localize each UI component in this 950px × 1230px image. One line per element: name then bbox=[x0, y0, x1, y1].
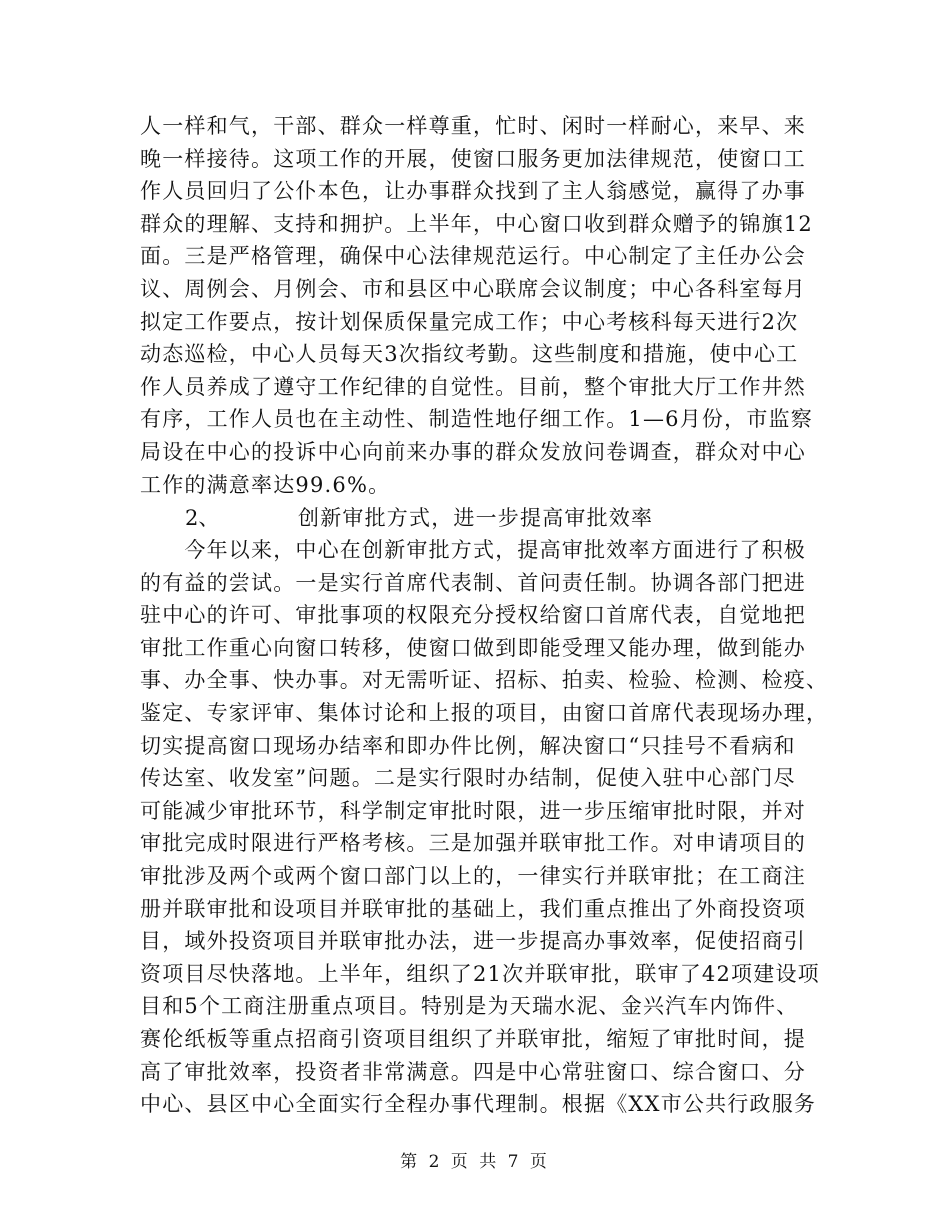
text-line: 切实提高窗口现场办结率和即办件比例，解决窗口“只挂号不看病和 bbox=[140, 733, 796, 758]
text-line: 高了审批效率，投资者非常满意。四是中心常驻窗口、综合窗口、分 bbox=[140, 1059, 806, 1084]
text-line: 事、办全事、快办事。对无需听证、招标、拍卖、检验、检测、检疫、 bbox=[140, 668, 829, 693]
text-line: 人一样和气，干部、群众一样尊重，忙时、闲时一样耐心，来早、来 bbox=[140, 114, 806, 138]
text-line: 的有益的尝试。一是实行首席代表制、首问责任制。协调各部门把进 bbox=[140, 570, 806, 595]
page-footer: 第 2 页 共 7 页 bbox=[400, 1152, 550, 1172]
heading-text: 创新审批方式，进一步提高审批效率 bbox=[298, 506, 654, 530]
text-line: 作人员回归了公仆本色，让办事群众找到了主人翁感觉，赢得了办事 bbox=[140, 179, 806, 204]
text-line: 鉴定、专家评审、集体讨论和上报的项目，由窗口首席代表现场办理， bbox=[140, 701, 829, 725]
text-line: 册并联审批和设项目并联审批的基础上，我们重点推出了外商投资项 bbox=[140, 896, 806, 921]
text-line: 作人员养成了遵守工作纪律的自觉性。目前，整个审批大厅工作井然 bbox=[140, 374, 806, 399]
text-line: 面。三是严格管理，确保中心法律规范运行。中心制定了主任办公会 bbox=[140, 244, 806, 269]
text-line: 传达室、收发室”问题。二是实行限时办结制，促使入驻中心部门尽 bbox=[140, 766, 796, 791]
text-line: 审批工作重心向窗口转移，使窗口做到即能受理又能办理，做到能办 bbox=[140, 635, 806, 660]
text-line: 中心、县区中心全面实行全程办事代理制。根据《XX市公共行政服务 bbox=[140, 1092, 817, 1117]
text-line: 晚一样接待。这项工作的开展，使窗口服务更加法律规范，使窗口工 bbox=[140, 146, 806, 171]
text-line: 驻中心的许可、审批事项的权限充分授权给窗口首席代表，自觉地把 bbox=[140, 603, 806, 628]
text-line: 今年以来，中心在创新审批方式，提高审批效率方面进行了积极 bbox=[140, 538, 806, 562]
text-line: 有序，工作人员也在主动性、制造性地仔细工作。1—6月份，市监察 bbox=[140, 407, 813, 432]
text-line: 拟定工作要点，按计划保质保量完成工作；中心考核科每天进行2次 bbox=[140, 309, 799, 334]
text-line: 资项目尽快落地。上半年，组织了21次并联审批，联审了42项建设项 bbox=[140, 961, 820, 986]
text-line: 审批涉及两个或两个窗口部门以上的，一律实行并联审批；在工商注 bbox=[140, 864, 806, 888]
text-line: 局设在中心的投诉中心向前来办事的群众发放问卷调查，群众对中心 bbox=[140, 440, 806, 464]
text-line: 动态巡检，中心人员每天3次指纹考勤。这些制度和措施，使中心工 bbox=[140, 342, 799, 367]
text-line: 审批完成时限进行严格考核。三是加强并联审批工作。对申请项目的 bbox=[140, 831, 806, 856]
text-line: 赛伦纸板等重点招商引资项目组织了并联审批，缩短了审批时间，提 bbox=[140, 1027, 806, 1051]
text-line: 群众的理解、支持和拥护。上半年，中心窗口收到群众赠予的锦旗12 bbox=[140, 211, 813, 236]
text-line: 目，域外投资项目并联审批办法，进一步提高办事效率，促使招商引 bbox=[140, 929, 806, 954]
text-line: 可能减少审批环节，科学制定审批时限，进一步压缩审批时限，并对 bbox=[140, 798, 806, 823]
text-line: 工作的满意率达99.6%。 bbox=[140, 472, 391, 497]
heading-number: 2、 bbox=[185, 506, 220, 530]
text-line: 目和5个工商注册重点项目。特别是为天瑞水泥、金兴汽车内饰件、 bbox=[140, 994, 799, 1019]
text-line: 议、周例会、月例会、市和县区中心联席会议制度；中心各科室每月 bbox=[140, 277, 806, 301]
